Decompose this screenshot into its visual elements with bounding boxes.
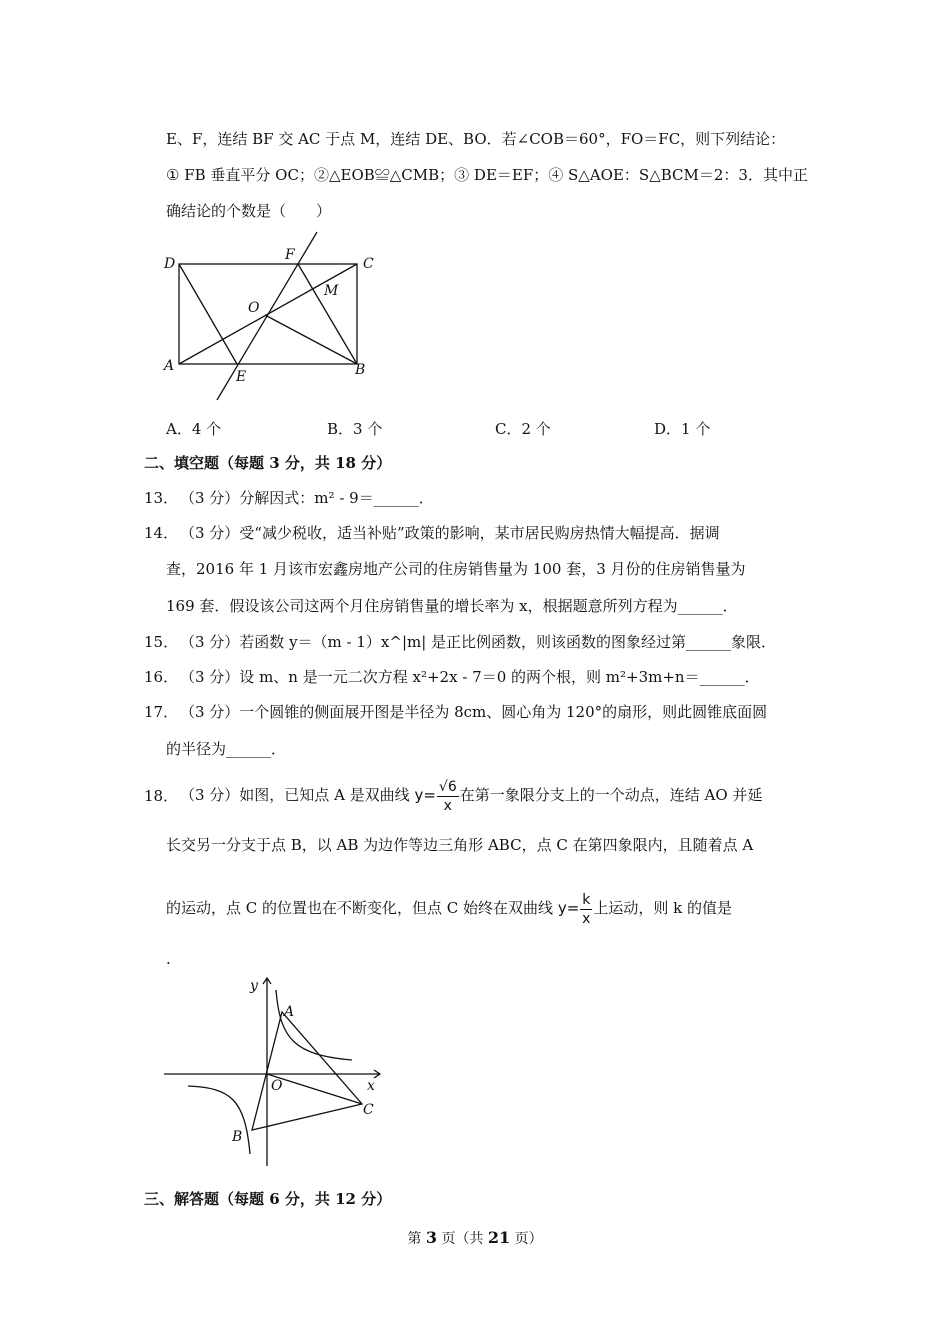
footer-suffix: 页） — [514, 1231, 543, 1247]
fraction-numerator: k — [582, 891, 591, 908]
q17-line2: 的半径为______． — [166, 740, 287, 758]
option-a: A．4 个 — [166, 420, 222, 438]
label-origin: O — [271, 1078, 283, 1094]
fraction-denominator: x — [443, 797, 452, 814]
q18-line4: . — [166, 950, 171, 968]
q13-number: 13． — [144, 489, 179, 507]
label-point-a: A — [284, 1004, 295, 1020]
label-D: D — [164, 256, 176, 272]
q12-line2: ① FB 垂直平分 OC；②△EOB≌△CMB；③ DE＝EF；④ S△AOE：S△BCM＝2：3．其中正 — [166, 166, 808, 184]
q14-line3: 169 套．假设该公司这两个月住房销售量的增长率为 x，根据题意所列方程为______． — [166, 597, 738, 615]
option-b: B．3 个 — [327, 420, 383, 438]
option-d: D．1 个 — [654, 420, 711, 438]
fraction-denominator: x — [582, 910, 591, 927]
q12-line1: E、F，连结 BF 交 AC 于点 M，连结 DE、BO．若∠COB＝60°，FO＝FC，则下列结论： — [166, 130, 786, 148]
q18-line3 — [166, 885, 732, 931]
label-C: C — [363, 256, 374, 272]
label-point-c: C — [363, 1102, 374, 1118]
line-ef — [217, 232, 317, 400]
label-E: E — [236, 369, 247, 385]
section-2-title: 二、填空题（每题 3 分，共 18 分） — [144, 454, 392, 472]
q18-line3-end: 上运动，则 k 的值是 — [593, 899, 733, 917]
q14-line1: （3 分）受“减少税收，适当补贴”政策的影响，某市居民购房热情大幅提高．据调 — [180, 524, 720, 542]
q16-text: （3 分）设 m、n 是一元二次方程 x²+2x - 7＝0 的两个根，则 m²+3m+n＝______． — [180, 668, 760, 686]
hyperbola-figure — [160, 970, 390, 1170]
segment-de — [179, 264, 237, 364]
q18-line3-start: 的运动，点 C 的位置也在不断变化，但点 C 始终在双曲线 — [166, 899, 558, 917]
q18-line1 — [180, 772, 762, 818]
fraction-k-over-x — [580, 891, 592, 928]
label-point-b: B — [232, 1129, 243, 1145]
q18-line2: 长交另一分支于点 B，以 AB 为边作等边三角形 ABC，点 C 在第四象限内，且随着点 A — [166, 836, 754, 854]
q14-line2: 查，2016 年 1 月该市宏鑫房地产公司的住房销售量为 100 套，3 月份的住房销售量为 — [166, 560, 746, 578]
option-c: C．2 个 — [495, 420, 551, 438]
footer-total-pages: 21 — [487, 1228, 511, 1247]
fraction-numerator: √6 — [438, 778, 457, 795]
axis-label-x: x — [367, 1078, 375, 1094]
page-footer — [0, 1228, 950, 1248]
rectangle-figure — [160, 228, 380, 408]
q14-number: 14． — [144, 524, 179, 542]
q15-number: 15． — [144, 633, 179, 651]
fraction-sqrt6-over-x — [437, 778, 459, 815]
label-B: B — [355, 362, 366, 378]
q18-line1-end: 在第一象限分支上的一个动点，连结 AO 并延 — [459, 786, 763, 804]
q18-line1-start: （3 分）如图，已知点 A 是双曲线 — [180, 786, 415, 804]
triangle-abc — [252, 1012, 362, 1130]
label-M: M — [324, 283, 339, 299]
q17-number: 17． — [144, 703, 179, 721]
footer-prefix: 第 — [407, 1231, 422, 1247]
q17-line1: （3 分）一个圆锥的侧面展开图是半径为 8cm、圆心角为 120°的扇形，则此圆锥底面圆 — [180, 703, 768, 721]
label-A: A — [164, 358, 175, 374]
footer-middle: 页（共 — [441, 1231, 484, 1247]
q13-text: （3 分）分解因式：m² - 9＝______． — [180, 489, 434, 507]
q12-line3: 确结论的个数是（ ） — [166, 202, 332, 220]
q18-y-equals-2: y= — [557, 899, 580, 917]
axis-label-y: y — [250, 978, 258, 994]
footer-page-number: 3 — [425, 1228, 437, 1247]
label-O: O — [248, 300, 260, 316]
q16-number: 16． — [144, 668, 179, 686]
q15-text: （3 分）若函数 y＝（m - 1）x^|m| 是正比例函数，则该函数的图象经过第______象限． — [180, 633, 777, 651]
q18-y-equals-1: y= — [414, 786, 436, 804]
q18-number: 18． — [144, 787, 179, 805]
label-F: F — [285, 247, 295, 263]
section-3-title: 三、解答题（每题 6 分，共 12 分） — [144, 1190, 392, 1208]
